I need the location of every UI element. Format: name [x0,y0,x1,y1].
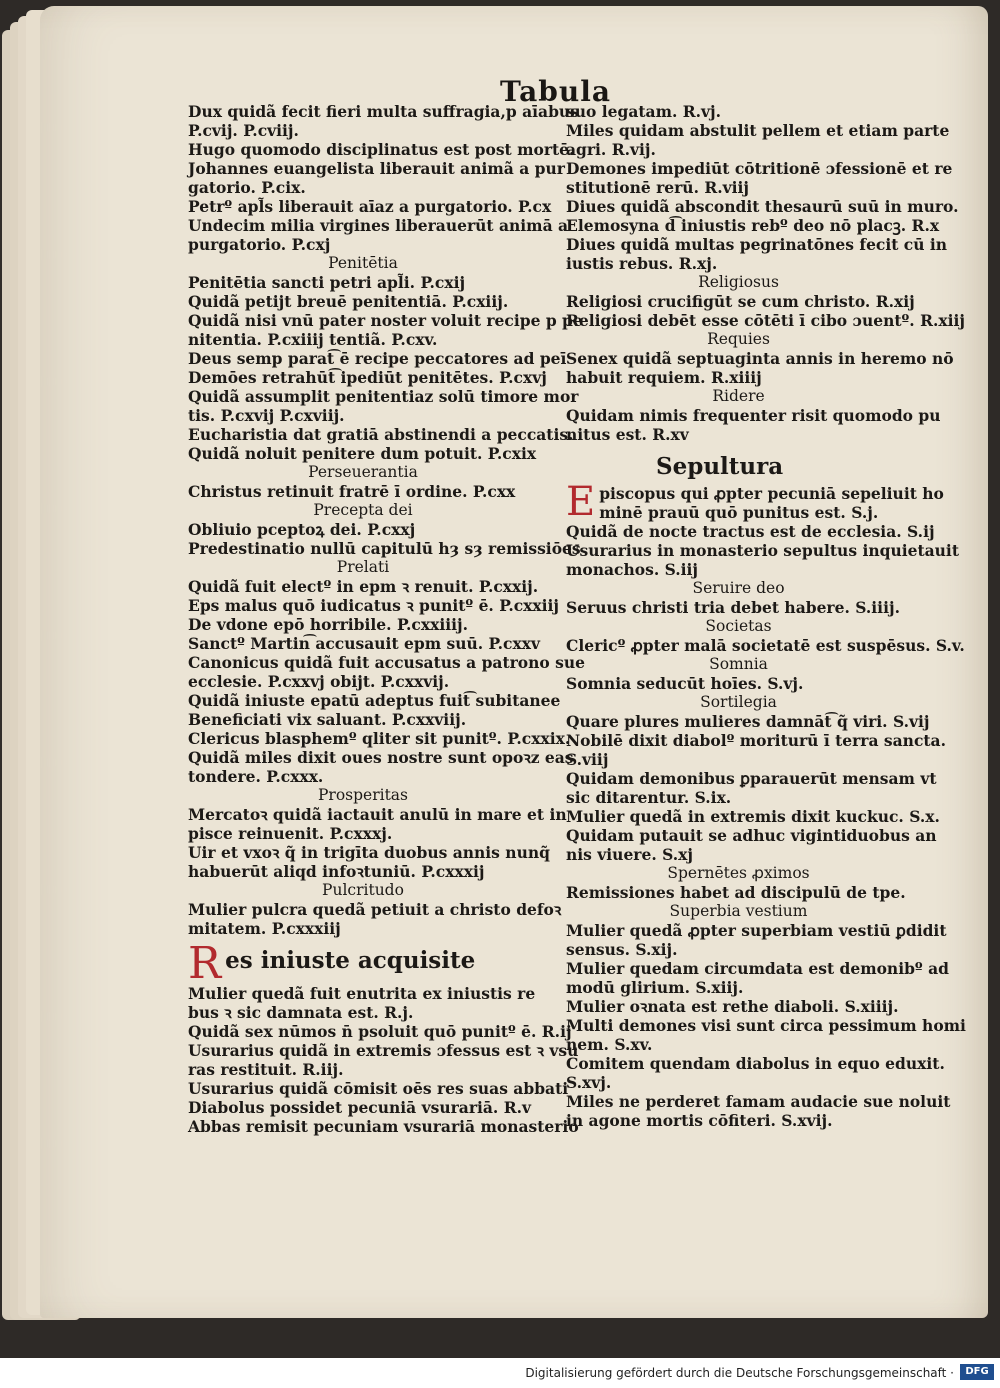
index-entry: Demones impediūt cōtritionē ɔfessionē et re [566,159,953,178]
index-entry: Mulier quedam circumdata est demonibº ad [566,959,949,978]
index-entry: Mulier quedã ꝓpter superbiam vestiū ꝑdidit [566,921,947,940]
subject-heading: Religiosus [698,273,779,291]
section-heading: Sepultura [656,453,784,480]
index-entry: Quidã noluit penitere dum potuit. P.cxix [188,444,537,463]
index-entry: Johannes euangelista liberauit animã a pur [188,159,565,178]
index-entry: P.cvij. P.cviij. [188,121,299,140]
subject-heading: Spernētes ꝓximos [667,864,810,882]
subject-heading: Superbia vestium [669,902,808,920]
index-entry: tondere. P.cxxx. [188,767,324,786]
index-entry: piscopus qui ꝓpter pecuniā sepeliuit ho [599,484,944,503]
index-entry: Penitētia sancti petri apl̃i. P.cxij [188,273,466,292]
index-entry: Religiosi crucifigūt se cum christo. R.xij [566,292,915,311]
index-entry: Quidã iniuste epatū adeptus fuit͡ subitanee [188,691,561,710]
section-heading-text: es iniuste acquisite [225,947,476,974]
index-entry: Multi demones visi sunt circa pessimum homi [566,1016,966,1035]
section-heading [188,938,538,989]
subject-heading: Perseuerantia [308,463,418,481]
index-entry: Elemosyna d͡ iniustis rebº deo nō placꝫ. R.x [566,216,940,235]
index-entry: purgatorio. P.cxj [188,235,331,254]
index-entry: Diues quidã multas pegrinatōnes fecit cū in [566,235,948,254]
index-entry [566,479,944,525]
index-entry: nitentia. P.cxiiij tentiã. P.cxv. [188,330,438,349]
index-entry: Sanctº Martin͡ accusauit epm suū. P.cxxv [188,634,540,653]
index-entry: Diues quidã abscondit thesaurū suū in muro. [566,197,959,216]
index-entry: nem. S.xv. [566,1035,653,1054]
index-entry: Quidã assumplit penitentiaz solū timore mor [188,387,579,406]
footer-bar [0,1358,1000,1388]
subject-heading: Requies [707,330,770,348]
index-entry: Usurarius quidã in extremis ɔfessus est ꝛ vsu [188,1041,579,1060]
index-entry: Abbas remisit pecuniam vsurariā monasterio [188,1117,579,1136]
index-entry: Quidã fuit electº in epm ꝛ renuit. P.cxxij. [188,577,539,596]
index-entry: Somnia seducūt hoīes. S.vj. [566,674,804,693]
index-entry: Demōes retrahūt͡ ipediūt penitētes. P.cxvj [188,368,547,387]
index-entry: S.viij [566,750,609,769]
index-entry: Dux quidã fecit fieri multa suffragia,p aīabus [188,102,579,121]
index-entry: sensus. S.xij. [566,940,678,959]
index-entry: De vdone epō horribile. P.cxxiiij. [188,615,469,634]
index-entry: Eps malus quō iudicatus ꝛ punitº ē. P.cxxiij [188,596,560,615]
index-entry: mitatem. P.cxxxiij [188,919,341,938]
subject-heading: Ridere [712,387,765,405]
index-entry: Christus retinuit fratrē ī ordine. P.cxx [188,482,516,501]
index-entry: Quidam putauit se adhuc vigintiduobus an [566,826,937,845]
index-entry: ras restituit. R.iij. [188,1060,344,1079]
index-entry: minē prauū quō punitus est. S.j. [599,503,879,522]
index-entry: Miles quidam abstulit pellem et etiam parte [566,121,950,140]
index-entry: Quidã petijt breuē penitentiā. P.cxiij. [188,292,509,311]
index-entry: habuit requiem. R.xiiij [566,368,762,387]
footer-credit: Digitalisierung gefördert durch die Deutsche Forschungsgemeinschaft · [525,1366,954,1380]
subject-heading: Penitētia [328,254,398,272]
index-entry: Predestinatio nullū capitulū hȝ sȝ remissiōes [188,539,581,558]
index-entry: Quidã miles dixit oues nostre sunt opoꝛz eas [188,748,574,767]
index-entry: Nobilē dixit diabolº moriturū ī terra sancta. [566,731,946,750]
index-entry: Obliuio pceptoꝝ dei. P.cxxj [188,520,416,539]
index-entry: suo legatam. R.vj. [566,102,722,121]
index-entry: Usurarius in monasterio sepultus inquietauit [566,541,959,560]
index-entry: Remissiones habet ad discipulū de tpe. [566,883,906,902]
subject-heading: Societas [705,617,772,635]
rubricated-initial: E [566,479,596,525]
index-entry: Mulier quedã in extremis dixit kuckuc. S.x. [566,807,940,826]
index-entry: in agone mortis cōfiteri. S.xvij. [566,1111,833,1130]
index-entry: Beneficiati vix saluant. P.cxxviij. [188,710,467,729]
index-entry: Quidã sex nūmos n̄ psoluit quō punitº ē. R.ij [188,1022,572,1041]
index-entry: agri. R.vij. [566,140,656,159]
index-entry: Clericº ꝓpter malā societatē est suspēsus. S.v. [566,636,965,655]
entry-text [599,484,944,522]
subject-heading: Precepta dei [313,501,413,519]
index-entry: Hugo quomodo disciplinatus est post mortē. [188,140,575,159]
index-entry: Petrº apl̃s liberauit aīaz a purgatorio. P.cx [188,197,552,216]
index-entry: Diabolus possidet pecuniā vsurariā. R.v [188,1098,531,1117]
index-entry: Mulier quedã fuit enutrita ex iniustis re [188,984,536,1003]
index-entry: Mercatoꝛ quidã iactauit anulū in mare et in [188,805,567,824]
index-entry: Undecim milia virgines liberauerūt animā a [188,216,569,235]
index-entry: nis viuere. S.xj [566,845,694,864]
index-entry: Uir et vxoꝛ q̃ in trigīta duobus annis nunq̃ [188,843,550,862]
index-entry: sic ditarentur. S.ix. [566,788,732,807]
index-entry: modū glirium. S.xiij. [566,978,744,997]
index-entry: Comitem quendam diabolus in equo eduxit. [566,1054,945,1073]
index-entry: Usurarius quidã cōmisit oēs res suas abbati [188,1079,569,1098]
index-entry: Miles ne perderet famam audacie sue noluit [566,1092,951,1111]
dfg-logo: DFG [960,1364,994,1380]
subject-heading: Pulcritudo [322,881,404,899]
index-entry: Quare plures mulieres damnāt͡ q̃ viri. S.vij [566,712,930,731]
running-header: Tabula [500,75,612,108]
index-entry: habuerūt aliqd infoꝛtuniū. P.cxxxij [188,862,485,881]
index-entry: Mulier pulcra quedã petiuit a christo defoꝛ [188,900,562,919]
subject-heading: Prosperitas [317,786,408,804]
index-entry: monachos. S.iij [566,560,699,579]
subject-heading: Somnia [709,655,768,673]
index-entry: stitutionē rerū. R.viij [566,178,750,197]
index-entry: Quidã de nocte tractus est de ecclesia. S.ij [566,522,935,541]
index-entry: ecclesie. P.cxxvj obijt. P.cxxvij. [188,672,450,691]
index-entry: bus ꝛ sic damnata est. R.j. [188,1003,414,1022]
left-column [188,102,585,1136]
index-entry: S.xvj. [566,1073,612,1092]
index-entry: Quidam nimis frequenter risit quomodo pu [566,406,941,425]
subject-heading: Prelati [336,558,390,576]
index-entry: Canonicus quidã fuit accusatus a patrono sue [188,653,585,672]
index-entry: Religiosi debēt esse cōtēti ī cibo ɔuentº. R.xiij [566,311,965,330]
index-entry: Mulier oꝛnata est rethe diaboli. S.xiiij. [566,997,899,1016]
subject-heading: Seruire deo [692,579,785,597]
rubricated-initial: R [188,938,222,989]
index-entry: Quidã nisi vnū pater noster voluit recipe p pe [188,311,583,330]
right-column [566,102,966,1130]
index-entry: Seruus christi tria debet habere. S.iiij. [566,598,900,617]
index-entry: Senex quidã septuaginta annis in heremo nō [566,349,954,368]
index-entry: gatorio. P.cix. [188,178,306,197]
index-entry: tis. P.cxvij P.cxviij. [188,406,345,425]
subject-heading: Sortilegia [700,693,777,711]
index-entry: Eucharistia dat gratiā abstinendi a peccatis. [188,425,574,444]
index-entry: Quidam demonibus ꝑparauerūt mensam vt [566,769,937,788]
index-entry: Deus semp parat͡ ē recipe peccatores ad peī [188,349,567,368]
index-entry: Clericus blasphemº qliter sit punitº. P.cxxix. [188,729,571,748]
index-entry: iustis rebus. R.xj. [566,254,718,273]
index-entry: pisce reinuenit. P.cxxxj. [188,824,393,843]
index-entry: nitus est. R.xv [566,425,689,444]
